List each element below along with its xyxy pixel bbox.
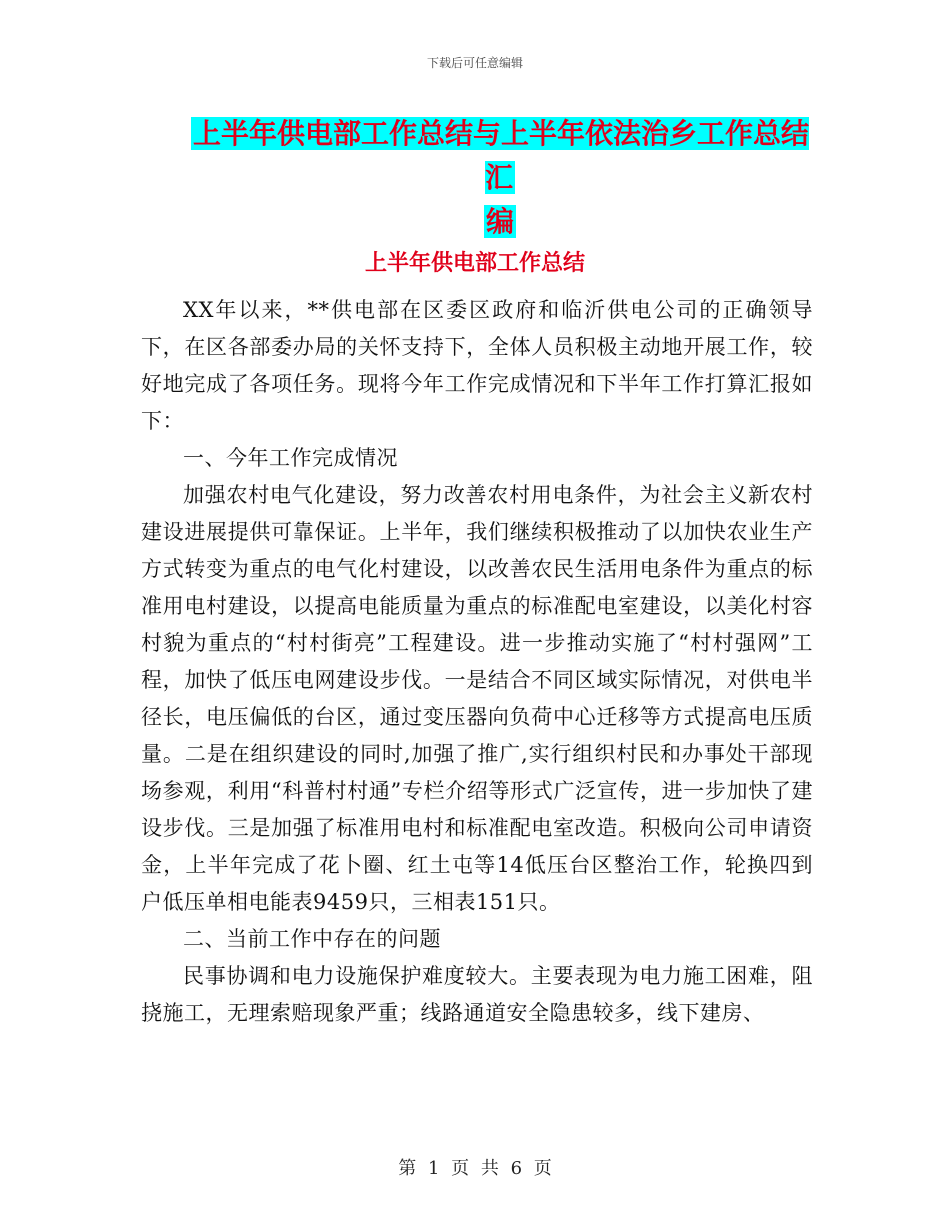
paragraph-2: 民事协调和电力设施保护难度较大。主要表现为电力施工困难，阻挠施工，无理索赔现象严重；线路通道安全隐患较多，线下建房、 (141, 964, 813, 1025)
heading-2: 二、当前工作中存在的问题 (183, 927, 441, 951)
body-text (141, 292, 813, 1032)
title-line-1: 上半年供电部工作总结与上半年依法治乡工作总结汇 (192, 117, 809, 194)
page-footer: 第 1 页 共 6 页 (398, 1158, 552, 1179)
heading-1: 一、今年工作完成情况 (183, 446, 398, 470)
paragraph-1: 加强农村电气化建设，努力改善农村用电条件，为社会主义新农村建设进展提供可靠保证。上半年，我们继续积极推动了以加快农业生产方式转变为重点的电气化村建设，以改善农民生活用电条件为重点的标准用电村建设，以提高电能质量为重点的标准配电室建设，以美化村容村貌为重点的“村村街亮”工程建设。进一步推动实施了“村村强网”工程，加快了低压电网建设步伐。一是结合不同区域实际情况，对供电半径长，电压偏低的台区，通过变压器向负荷中心迁移等方式提高电压质量。二是在组织建设的同时,加强了推广,实行组织村民和办事处干部现场参观，利用“科普村村通”专栏介绍等形式广泛宣传，进一步加快了建设步伐。三是加强了标准用电村和标准配电室改造。积极向公司申请资金，上半年完成了花卜圈、红土屯等14低压台区整治工作，轮换四到户低压单相电能表9459只，三相表151只。 (141, 483, 813, 914)
header-note: 下载后可任意编辑 (426, 56, 523, 70)
paragraph-intro: XX年以来，**供电部在区委区政府和临沂供电公司的正确领导下，在区各部委办局的关怀支持下，全体人员积极主动地开展工作，较好地完成了各项任务。现将今年工作完成情况和下半年工作打算汇报如下： (141, 298, 813, 433)
title-line-2: 编 (485, 205, 514, 238)
document-title (190, 112, 810, 244)
section-title: 上半年供电部工作总结 (364, 251, 585, 276)
